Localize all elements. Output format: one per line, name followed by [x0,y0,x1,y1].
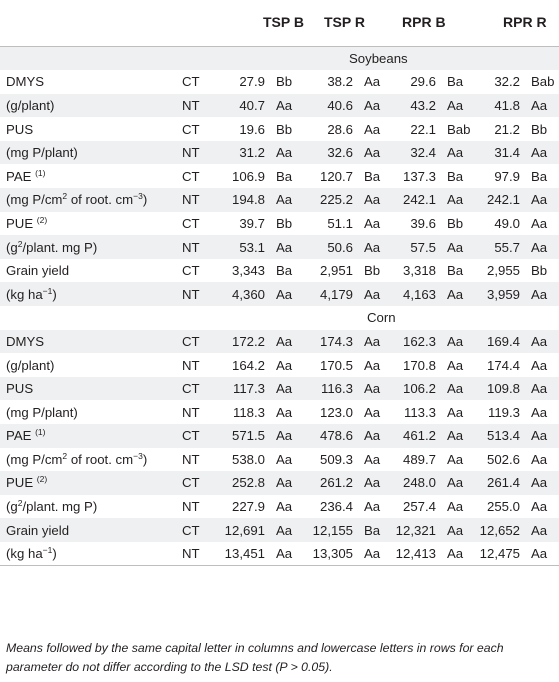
value-cell: 172.2 [220,330,265,354]
significance-letters: Aa [520,141,559,165]
significance-letters: Aa [520,400,559,424]
significance-letters: Aa [436,141,475,165]
value-cell: 13,451 [220,542,265,566]
value-cell: 19.6 [220,117,265,141]
significance-letters: Bb [265,70,304,94]
table-row [0,164,559,188]
param-footnote-marker: (1) [35,427,46,438]
param-name [0,471,182,495]
param-name-text: Grain yield [6,263,70,279]
significance-letters: Aa [436,330,475,354]
value-cell: 31.2 [220,141,265,165]
significance-letters: Aa [520,542,559,566]
value-cell: 106.9 [220,164,265,188]
system-label: CT [182,117,220,141]
value-cell: 513.4 [475,424,520,448]
value-cell: 51.1 [304,212,353,236]
value-cell: 242.1 [475,188,520,212]
value-cell: 571.5 [220,424,265,448]
table-row [0,424,559,448]
significance-letters: Aa [436,94,475,118]
value-cell: 12,155 [304,518,353,542]
value-cell: 41.8 [475,94,520,118]
significance-letters: Bb [520,117,559,141]
significance-letters: Aa [265,448,304,472]
param-name-text: DMYS [6,74,45,90]
value-cell: 38.2 [304,70,353,94]
value-cell: 3,318 [386,259,436,283]
significance-letters: Ba [353,164,386,188]
param-name [0,518,182,542]
param-unit: (mg P/plant) [0,400,182,424]
col-header-rpr-b: RPR B [386,0,475,46]
significance-letters: Aa [265,471,304,495]
significance-letters: Aa [265,542,304,566]
value-cell: 170.5 [304,353,353,377]
significance-letters: Ba [520,164,559,188]
significance-letters: Aa [436,495,475,519]
crop-row [0,306,559,330]
significance-letters: Aa [353,282,386,306]
value-cell: 117.3 [220,377,265,401]
param-name [0,259,182,283]
value-cell: 252.8 [220,471,265,495]
value-cell: 169.4 [475,330,520,354]
table-row [0,141,559,165]
value-cell: 174.3 [304,330,353,354]
value-cell: 39.7 [220,212,265,236]
value-cell: 174.4 [475,353,520,377]
value-cell: 12,413 [386,542,436,566]
value-cell: 43.2 [386,94,436,118]
significance-letters: Aa [436,188,475,212]
value-cell: 55.7 [475,235,520,259]
table-row [0,471,559,495]
significance-letters: Aa [353,448,386,472]
table-row [0,259,559,283]
col-header-rpr-r: RPR R [475,0,559,46]
system-label: CT [182,164,220,188]
value-cell: 489.7 [386,448,436,472]
system-label: NT [182,400,220,424]
value-cell: 106.2 [386,377,436,401]
value-cell: 137.3 [386,164,436,188]
value-cell: 39.6 [386,212,436,236]
table-row [0,94,559,118]
significance-letters: Aa [353,495,386,519]
value-cell: 248.0 [386,471,436,495]
significance-letters: Aa [353,70,386,94]
table-row [0,448,559,472]
value-cell: 538.0 [220,448,265,472]
significance-letters: Aa [436,400,475,424]
system-label: CT [182,330,220,354]
table-row [0,400,559,424]
significance-letters: Ba [436,164,475,188]
significance-letters: Aa [436,353,475,377]
significance-letters: Bb [265,212,304,236]
significance-letters: Aa [520,235,559,259]
system-label: NT [182,542,220,566]
value-cell: 32.2 [475,70,520,94]
system-label: NT [182,353,220,377]
significance-letters: Aa [520,471,559,495]
value-cell: 164.2 [220,353,265,377]
significance-letters: Aa [520,94,559,118]
param-unit: (g/plant) [0,353,182,377]
system-label: NT [182,235,220,259]
significance-letters: Aa [265,353,304,377]
significance-letters: Ba [436,70,475,94]
value-cell: 29.6 [386,70,436,94]
col-header-tsp-b: TSP B [220,0,304,46]
param-name-text: Grain yield [6,522,70,538]
system-label: CT [182,424,220,448]
table-row [0,518,559,542]
param-name [0,70,182,94]
value-cell: 194.8 [220,188,265,212]
significance-letters: Aa [436,377,475,401]
value-cell: 257.4 [386,495,436,519]
significance-letters: Ba [436,259,475,283]
system-label: NT [182,282,220,306]
param-name-text: PUS [6,121,34,137]
significance-letters: Bab [436,117,475,141]
significance-letters: Bb [520,259,559,283]
header-row [0,0,559,46]
value-cell: 12,475 [475,542,520,566]
value-cell: 123.0 [304,400,353,424]
param-name-text: DMYS [6,333,45,349]
crop-row [0,46,559,70]
value-cell: 170.8 [386,353,436,377]
table-row [0,353,559,377]
table-row [0,70,559,94]
significance-letters: Aa [520,448,559,472]
col-header-tsp-r: TSP R [304,0,386,46]
param-name [0,424,182,448]
param-unit: (g/plant) [0,94,182,118]
param-name [0,377,182,401]
significance-letters: Bab [520,70,559,94]
table-row [0,542,559,566]
value-cell: 2,951 [304,259,353,283]
param-footnote-marker: (2) [36,214,48,225]
significance-letters: Aa [265,141,304,165]
significance-letters: Aa [353,188,386,212]
significance-letters: Aa [436,235,475,259]
significance-letters: Aa [520,188,559,212]
significance-letters: Aa [265,94,304,118]
system-label: CT [182,70,220,94]
value-cell: 3,959 [475,282,520,306]
table-row [0,212,559,236]
significance-letters: Aa [353,377,386,401]
param-unit: (mg $P/cm^2$ of root. $cm^{-3}$) [0,188,182,212]
value-cell: 32.4 [386,141,436,165]
value-cell: 116.3 [304,377,353,401]
value-cell: 502.6 [475,448,520,472]
value-cell: 255.0 [475,495,520,519]
value-cell: 118.3 [220,400,265,424]
value-cell: 4,179 [304,282,353,306]
significance-letters: Aa [265,330,304,354]
param-name-text: PAE [6,168,32,184]
significance-letters: Aa [265,235,304,259]
param-name-text: PUS [6,381,34,397]
value-cell: 4,360 [220,282,265,306]
significance-letters: Aa [353,212,386,236]
significance-letters: Aa [353,400,386,424]
table-row [0,495,559,519]
value-cell: 3,343 [220,259,265,283]
value-cell: 109.8 [475,377,520,401]
significance-letters: Bb [265,117,304,141]
significance-letters: Aa [520,424,559,448]
significance-letters: Ba [265,164,304,188]
value-cell: 113.3 [386,400,436,424]
significance-letters: Aa [436,542,475,566]
value-cell: 12,321 [386,518,436,542]
param-name-text: PUE [6,215,34,231]
param-name-text: PUE [6,475,34,491]
param-name [0,212,182,236]
significance-letters: Aa [353,235,386,259]
value-cell: 225.2 [304,188,353,212]
system-label: NT [182,188,220,212]
significance-letters: Aa [265,188,304,212]
system-label: CT [182,471,220,495]
param-unit: (kg $ha^{-1}$) [0,282,182,306]
param-name [0,330,182,354]
table-footnote: Means followed by the same capital letter in columns and lowercase letters in rows for each parameter do not differ according to the LSD test (P > 0.05). [6,641,504,674]
param-name [0,117,182,141]
significance-letters: Bb [436,212,475,236]
param-unit: (mg P/plant) [0,141,182,165]
value-cell: 236.4 [304,495,353,519]
table-row [0,117,559,141]
value-cell: 13,305 [304,542,353,566]
value-cell: 261.4 [475,471,520,495]
param-unit: ($g^2$/plant. mg P) [0,495,182,519]
param-name [0,164,182,188]
value-cell: 242.1 [386,188,436,212]
value-cell: 21.2 [475,117,520,141]
value-cell: 4,163 [386,282,436,306]
value-cell: 509.3 [304,448,353,472]
significance-letters: Aa [520,212,559,236]
crop-name: Soybeans [349,50,408,66]
value-cell: 478.6 [304,424,353,448]
significance-letters: Aa [353,141,386,165]
value-cell: 50.6 [304,235,353,259]
param-unit: (mg $P/cm^2$ of root. $cm^{-3}$) [0,448,182,472]
param-footnote-marker: (2) [36,474,48,485]
significance-letters: Aa [265,518,304,542]
value-cell: 12,691 [220,518,265,542]
significance-letters: Aa [353,117,386,141]
param-name-text: PAE [6,428,32,444]
table-body [0,46,559,566]
significance-letters: Aa [436,448,475,472]
value-cell: 32.6 [304,141,353,165]
significance-letters: Aa [265,495,304,519]
system-label: NT [182,448,220,472]
significance-letters: Aa [520,495,559,519]
value-cell: 31.4 [475,141,520,165]
significance-letters: Bb [353,259,386,283]
table-row [0,235,559,259]
significance-letters: Aa [353,330,386,354]
system-label: CT [182,518,220,542]
significance-letters: Aa [436,471,475,495]
param-unit: ($g^2$/plant. mg P) [0,235,182,259]
significance-letters: Aa [520,377,559,401]
system-label: NT [182,141,220,165]
significance-letters: Aa [520,353,559,377]
value-cell: 119.3 [475,400,520,424]
table-row [0,377,559,401]
significance-letters: Aa [520,282,559,306]
value-cell: 40.7 [220,94,265,118]
table-row [0,282,559,306]
significance-letters: Aa [265,424,304,448]
value-cell: 22.1 [386,117,436,141]
value-cell: 261.2 [304,471,353,495]
param-unit: (kg $ha^{-1}$) [0,542,182,566]
significance-letters: Aa [353,353,386,377]
value-cell: 2,955 [475,259,520,283]
value-cell: 57.5 [386,235,436,259]
value-cell: 162.3 [386,330,436,354]
value-cell: 49.0 [475,212,520,236]
table-row [0,330,559,354]
significance-letters: Aa [436,282,475,306]
system-label: CT [182,212,220,236]
significance-letters: Aa [353,94,386,118]
significance-letters: Aa [353,471,386,495]
significance-letters: Aa [520,330,559,354]
crop-label [0,46,559,70]
crop-label [0,306,559,330]
system-label: CT [182,259,220,283]
significance-letters: Aa [265,377,304,401]
value-cell: 28.6 [304,117,353,141]
system-label: CT [182,377,220,401]
significance-letters: Aa [353,542,386,566]
crop-name: Corn [367,310,396,326]
value-cell: 12,652 [475,518,520,542]
significance-letters: Aa [436,518,475,542]
value-cell: 97.9 [475,164,520,188]
significance-letters: Ba [265,259,304,283]
value-cell: 120.7 [304,164,353,188]
system-label: NT [182,495,220,519]
value-cell: 40.6 [304,94,353,118]
value-cell: 53.1 [220,235,265,259]
system-label: NT [182,94,220,118]
significance-letters: Aa [436,424,475,448]
param-footnote-marker: (1) [35,167,46,178]
significance-letters: Ba [353,518,386,542]
significance-letters: Aa [265,282,304,306]
significance-letters: Aa [265,400,304,424]
table-row [0,188,559,212]
significance-letters: Aa [353,424,386,448]
value-cell: 27.9 [220,70,265,94]
significance-letters: Aa [520,518,559,542]
value-cell: 461.2 [386,424,436,448]
value-cell: 227.9 [220,495,265,519]
